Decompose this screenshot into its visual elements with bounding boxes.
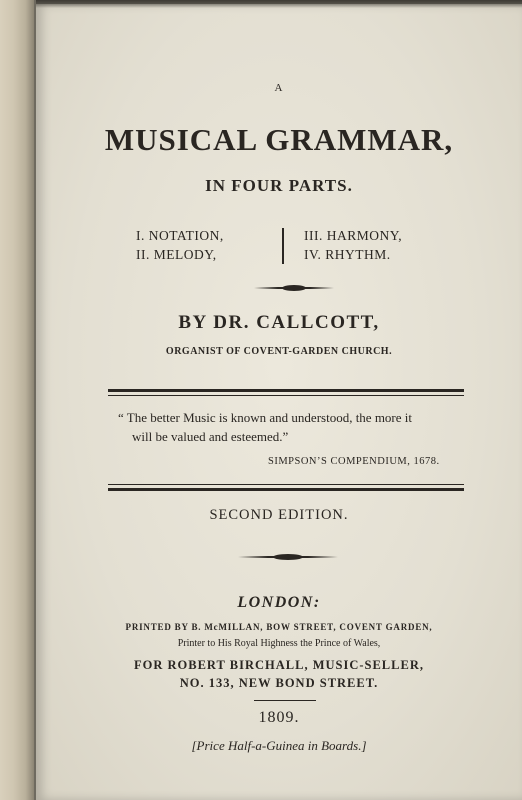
double-rule (108, 488, 464, 491)
imprint-address: NO. 133, NEW BOND STREET. (179, 676, 379, 690)
epigraph-source: SIMPSON’S COMPENDIUM, 1678. (268, 456, 440, 467)
part-item: I. NOTATION, (136, 228, 224, 243)
book-title: MUSICAL GRAMMAR, (104, 122, 454, 157)
title-page (36, 4, 522, 800)
epigraph (118, 408, 470, 446)
parts-list-left (136, 226, 224, 264)
price-note: [Price Half-a-Guinea in Boards.] (191, 738, 367, 753)
author-name: BY DR. CALLCOTT, (178, 312, 380, 333)
ornament-divider (254, 286, 334, 290)
epigraph-line: will be valued and esteemed.” (132, 429, 289, 444)
page-shadow (36, 0, 522, 8)
part-item: IV. RHYTHM. (304, 247, 391, 262)
parts-divider (282, 228, 284, 264)
part-item: II. MELODY, (136, 247, 217, 262)
title-article: A (274, 82, 284, 94)
book-board-edge (0, 0, 34, 800)
book-subtitle: IN FOUR PARTS. (205, 176, 353, 195)
author-title: ORGANIST OF COVENT-GARDEN CHURCH. (165, 346, 393, 357)
double-rule-thin (108, 484, 464, 485)
edition-label: SECOND EDITION. (209, 507, 349, 523)
part-item: III. HARMONY, (304, 228, 403, 243)
double-rule (108, 389, 464, 392)
publication-year: 1809. (258, 709, 300, 726)
epigraph-line: “ The better Music is known and understood, the more it (118, 410, 413, 425)
ornament-divider (238, 555, 338, 559)
imprint-printer: PRINTED BY B. McMILLAN, BOW STREET, COVENT GARDEN, (125, 622, 433, 632)
imprint-publisher: FOR ROBERT BIRCHALL, MUSIC-SELLER, (134, 658, 424, 672)
imprint-city: LONDON: (237, 594, 321, 611)
short-rule (254, 700, 316, 701)
parts-list-right (304, 226, 402, 264)
double-rule-thin (108, 395, 464, 396)
imprint-printer-note: Printer to His Royal Highness the Prince of Wales, (177, 638, 381, 649)
